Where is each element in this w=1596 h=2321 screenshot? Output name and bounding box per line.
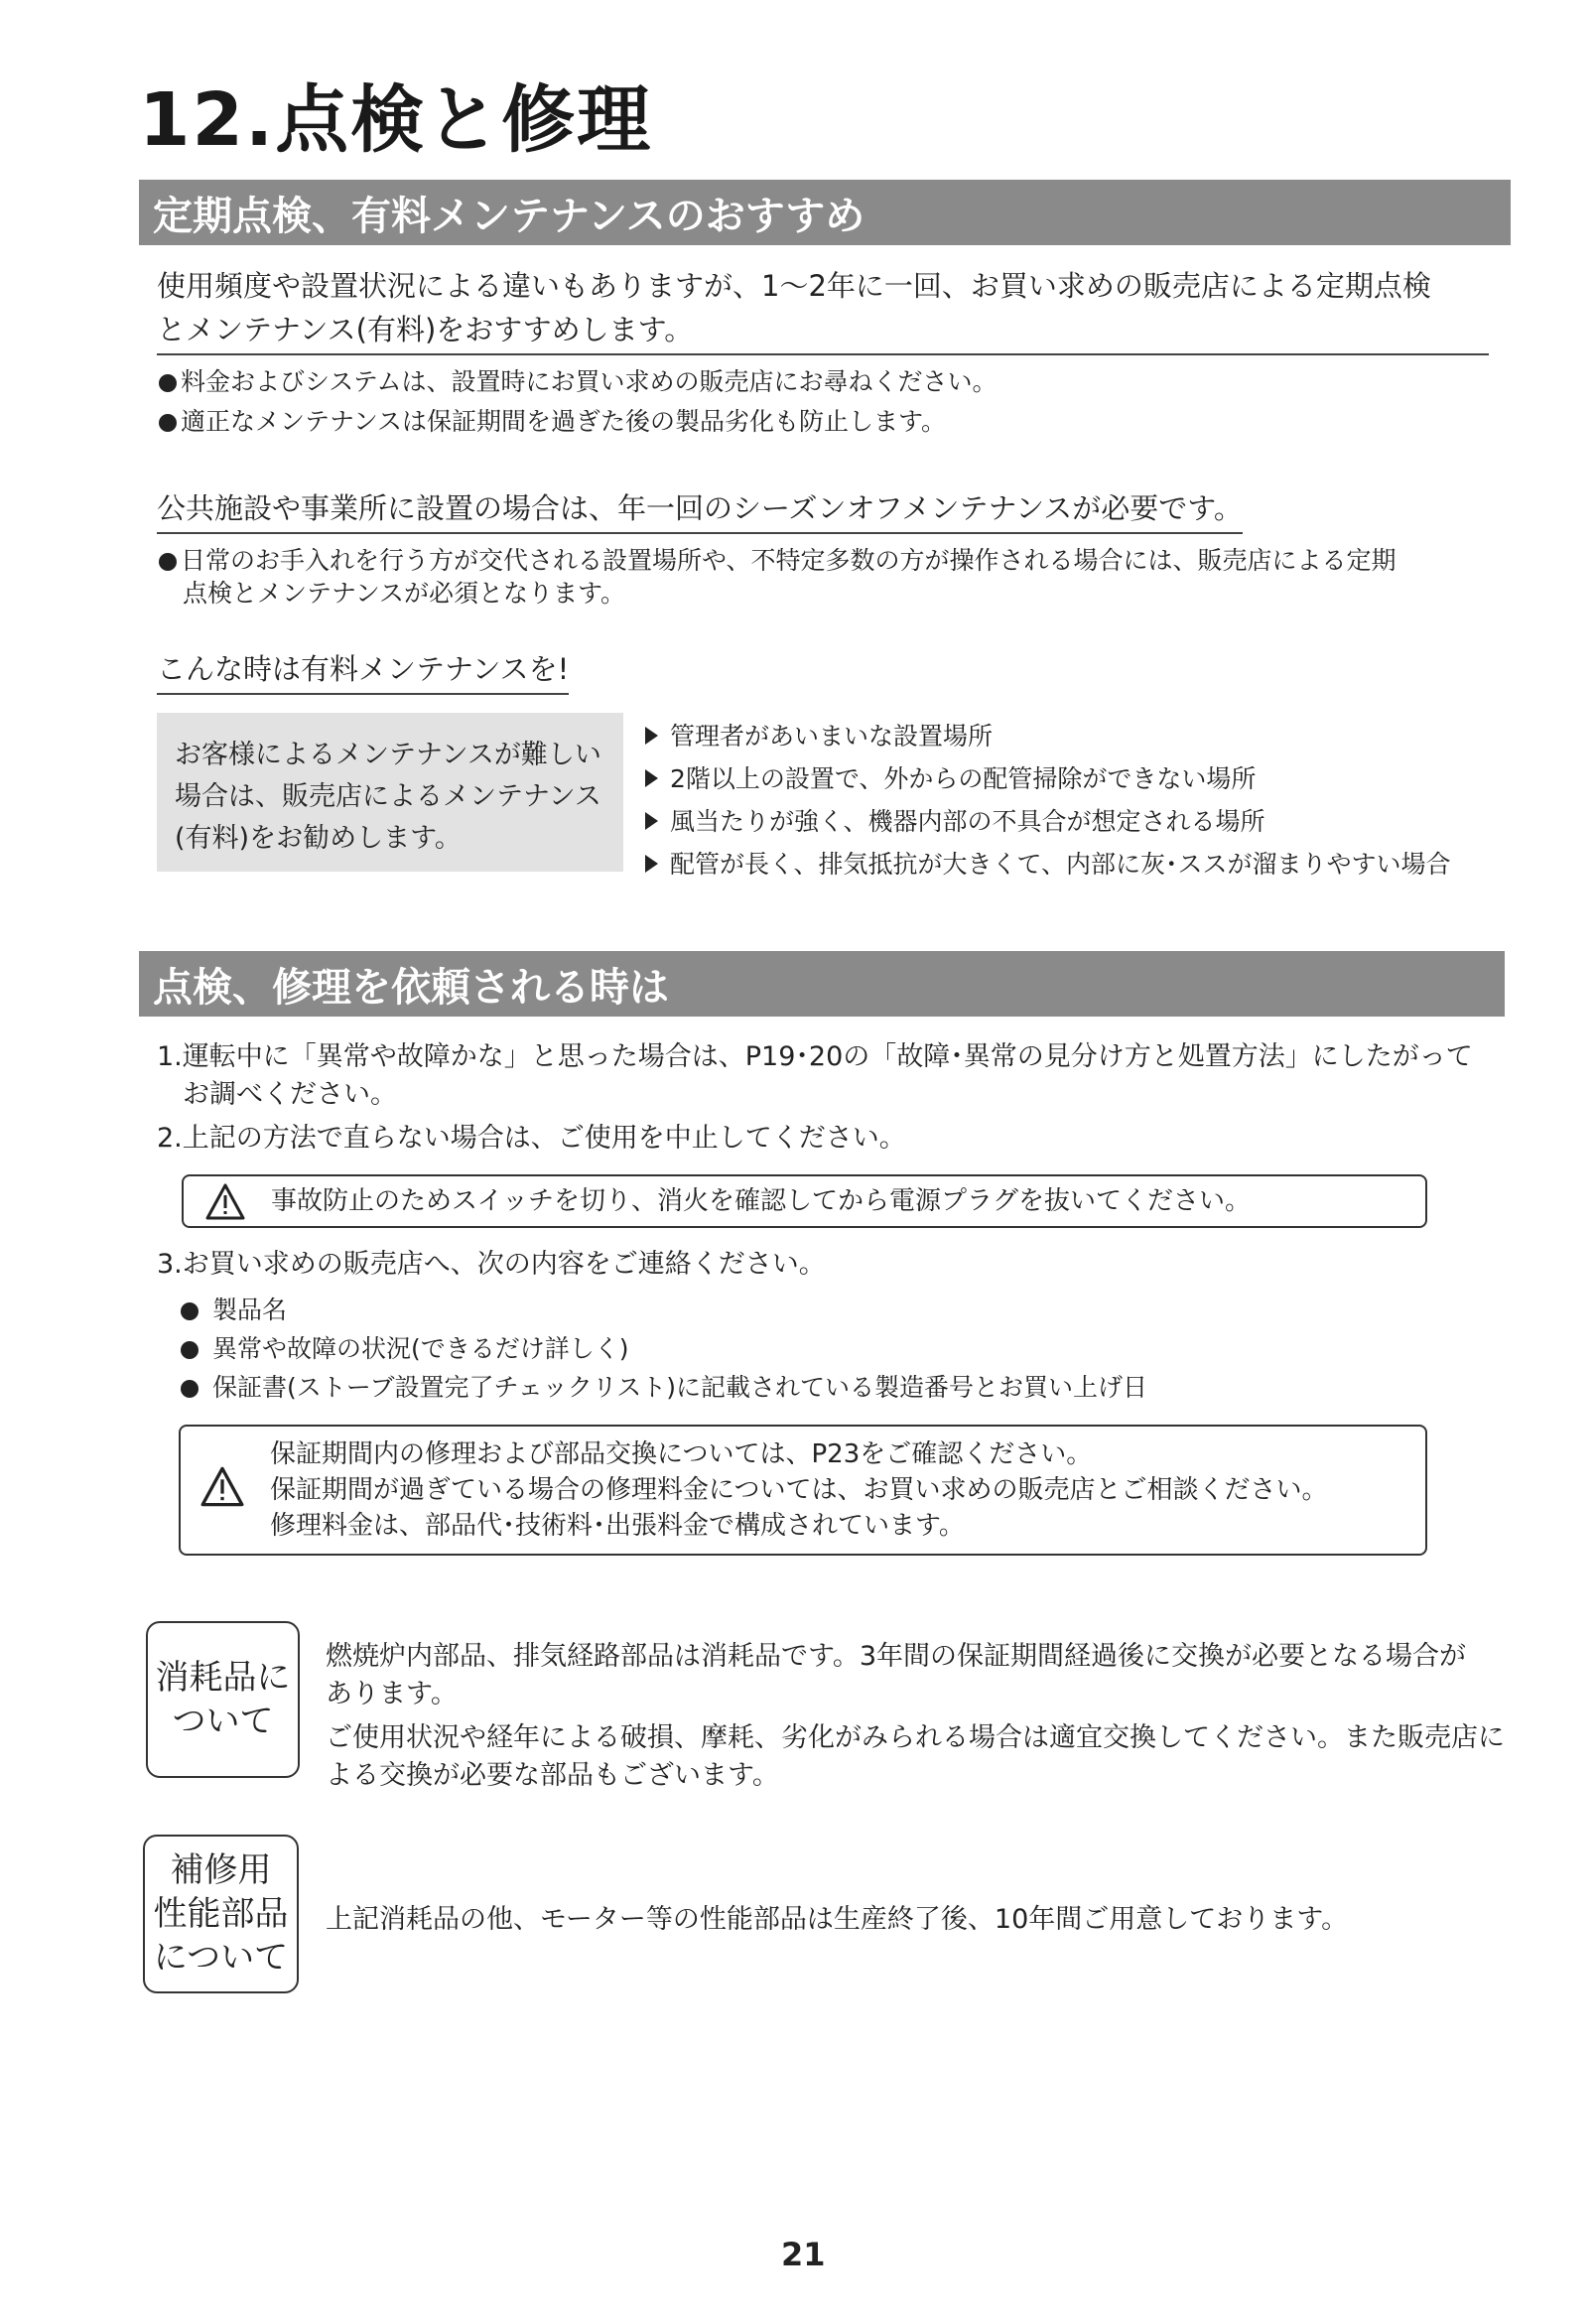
case-item: 配管が長く、排気抵抗が大きくて、内部に灰･ススが溜まりやすい場合 [645,843,1451,886]
bullet-dot-icon [159,553,177,571]
box-line: (有料)をお勧めします。 [175,823,462,854]
box-line: お客様によるメンテナンスが難しい [175,740,601,770]
page-number: 21 [781,2236,826,2273]
consumables-label: 消耗品に ついて [146,1621,300,1778]
lead-line-2: とメンテナンス(有料)をおすすめします。 [157,313,694,346]
contact-list [181,1291,1147,1407]
contact-item: 製品名 [181,1291,1147,1329]
bullet-item: 適正なメンテナンスは保証期間を過ぎた後の製品劣化も防止します。 [159,402,946,442]
warning-box-1 [182,1174,1427,1228]
paid-maintenance-lead: こんな時は有料メンテナンスを! [157,647,569,695]
lead-line-1: 使用頻度や設置状況による違いもありますが、1～2年に一回、お買い求めの販売店による定期点検 [157,269,1431,303]
triangle-bullet-icon [645,855,658,873]
bullet-dot-icon [159,414,177,432]
repair-parts-text: 上記消耗品の他、モーター等の性能部品は生産終了後、10年間ご用意しております。 [326,1904,1349,1935]
warning-triangle-icon [205,1183,245,1221]
bullet-dot-icon [181,1380,199,1398]
consumables-text: 燃焼炉内部品、排気経路部品は消耗品です。3年間の保証期間経過後に交換が必要となる場合が あります。 ご使用状況や経年による破損、摩耗、劣化がみられる場合は適宜交換してください。また販売店に よる交換が必要な部品もございます。 [326,1641,1505,1791]
step-2: 2.上記の方法で直らない場合は、ご使用を中止してください。 [157,1123,906,1154]
bullet-continuation: 点検とメンテナンスが必須となります。 [183,579,626,608]
public-facility-lead: 公共施設や事業所に設置の場合は、年一回のシーズンオフメンテナンスが必要です。 [157,486,1243,534]
warning-text-block: 保証期間内の修理および部品交換については、P23をご確認ください。 保証期間が過ぎている場合の修理料金については、お買い求めの販売店とご相談ください。 修理料金は、部品代･技術料･出張料金で構成されています。 [270,1439,1328,1541]
warning-text: 事故防止のためスイッチを切り、消火を確認してから電源プラグを抜いてください。 [271,1186,1251,1216]
triangle-bullet-icon [645,769,658,787]
recommendation-box [157,713,623,872]
bullet-dot-icon [181,1302,199,1320]
repair-parts-label: 補修用 性能部品 について [143,1835,299,1993]
bullet-item: 料金およびシステムは、設置時にお買い求めの販売店にお尋ねください。 [159,362,998,402]
case-list [645,715,1451,886]
maintenance-lead [157,264,1489,355]
contact-item: 保証書(ストーブ設置完了チェックリスト)に記載されている製造番号とお買い上げ日 [181,1368,1147,1407]
step-1: 1.運転中に「異常や故障かな」と思った場合は、P19･20の「故障･異常の見分け方と処置方法」にしたがって お調べください。 [157,1041,1473,1110]
triangle-bullet-icon [645,812,658,830]
box-line: 場合は、販売店によるメンテナンス [175,781,601,812]
section-heading-repair-request: 点検、修理を依頼される時は [139,951,1505,1017]
warning-triangle-icon [200,1466,244,1508]
step-3: 3.お買い求めの販売店へ、次の内容をご連絡ください。 [157,1249,826,1280]
bullet-dot-icon [159,374,177,392]
warning-box-2 [179,1425,1427,1556]
case-item: 風当たりが強く、機器内部の不具合が想定される場所 [645,800,1451,843]
contact-item: 異常や故障の状況(できるだけ詳しく) [181,1329,1147,1368]
section-heading-maintenance: 定期点検、有料メンテナンスのおすすめ [139,180,1511,245]
case-item: 2階以上の設置で、外からの配管掃除ができない場所 [645,757,1451,800]
case-item: 管理者があいまいな設置場所 [645,715,1451,757]
triangle-bullet-icon [645,727,658,745]
bullet-item: 日常のお手入れを行う方が交代される設置場所や、不特定多数の方が操作される場合には、販売店による定期 [159,541,1396,581]
bullet-dot-icon [181,1341,199,1359]
page-title: 12.点検と修理 [139,77,653,163]
